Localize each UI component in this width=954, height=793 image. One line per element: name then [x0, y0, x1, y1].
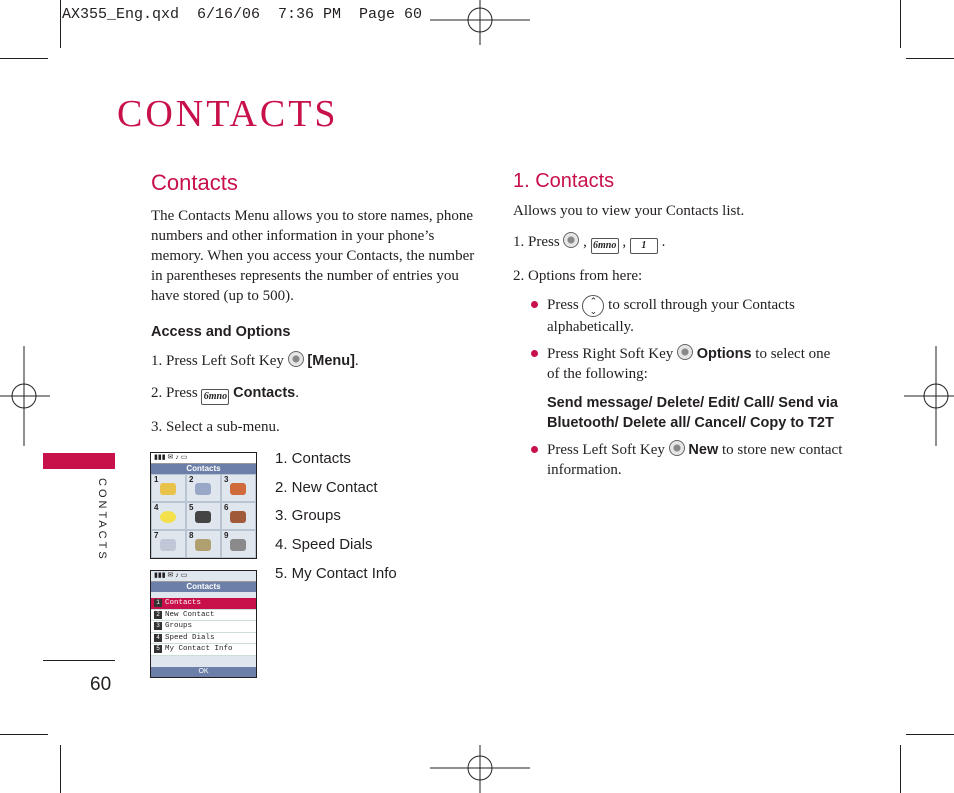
right-step-1: 1. Press , 6mno , 1 .: [513, 232, 843, 254]
menu-row: 5 My Contact Info: [151, 644, 256, 656]
submenu-item: 2. New Contact: [275, 478, 378, 496]
bullet-1: [547, 295, 843, 337]
screen-title: Contacts: [151, 582, 256, 592]
step-2-text: 2. Press: [151, 385, 198, 401]
grid-cell: 8: [186, 530, 221, 558]
status-bar: ▮▮▮ ✉ ♪ ▭: [151, 571, 256, 582]
options-line-2: Bluetooth/ Delete all/ Cancel/ Copy to T2T: [547, 415, 834, 431]
step-1-bold: [Menu]: [307, 353, 355, 369]
submenu-item: 5. My Contact Info: [275, 564, 397, 582]
registration-mark-bottom: [430, 745, 530, 793]
icon-grid: [151, 474, 256, 558]
side-tab-bar: [43, 453, 115, 469]
crop-mark: [906, 734, 954, 735]
right-column: [513, 170, 843, 480]
submenu-item: 3. Groups: [275, 507, 341, 525]
menu-row: 1 Contacts: [151, 598, 256, 610]
step-2: [151, 383, 481, 405]
grid-cell: 7: [151, 530, 186, 558]
bullet-2-pre: Press Right Soft Key: [547, 346, 674, 362]
step-3: 3. Select a sub-menu.: [151, 419, 280, 435]
side-tab-label: CONTACTS: [96, 478, 108, 562]
crop-mark: [60, 0, 61, 48]
page-rule: [43, 660, 115, 661]
registration-mark-right: [904, 346, 954, 446]
bullet-dot: [531, 350, 538, 357]
step-1-text: 1. Press Left Soft Key: [151, 353, 284, 369]
bullet-2: [547, 344, 843, 384]
grid-cell: 2: [186, 474, 221, 502]
left-column: [151, 170, 481, 437]
ok-key-icon: [563, 232, 579, 248]
submenu-item: 1. Contacts: [275, 450, 351, 467]
bullet-1-post: to scroll through your Contacts alphabetically.: [547, 297, 795, 335]
key-1-icon: 1: [630, 238, 658, 254]
crop-mark: [0, 734, 48, 735]
bullet-1-pre: Press: [547, 297, 579, 313]
options-list: [547, 393, 843, 433]
registration-mark-top: [430, 0, 530, 45]
options-line-1: Send message/ Delete/ Edit/ Call/ Send via: [547, 395, 838, 411]
grid-cell: 6: [221, 502, 256, 530]
bullet-3-pre: Press Left Soft Key: [547, 442, 665, 458]
status-bar: ▮▮▮ ✉ ♪ ▭: [151, 453, 256, 464]
grid-cell: 5: [186, 502, 221, 530]
softkey-bar: OK: [151, 667, 256, 677]
submenu-list: [275, 450, 397, 593]
step-1-period: .: [354, 353, 359, 369]
nav-key-icon: ⌃ ⌄: [582, 295, 604, 317]
step-2-period: .: [295, 385, 299, 401]
right-step-1-text: 1. Press: [513, 234, 560, 250]
grid-cell: 4: [151, 502, 186, 530]
submenu-item: 4. Speed Dials: [275, 536, 373, 554]
phone-screen-grid: [150, 452, 257, 559]
bullet-3-post: to store new contact information.: [547, 442, 843, 478]
left-heading: Contacts: [151, 170, 238, 195]
access-heading: Access and Options: [151, 324, 291, 340]
crop-mark: [60, 745, 61, 793]
key-6-icon: 6mno: [201, 389, 229, 405]
step-1: [151, 351, 481, 371]
menu-row: 4 Speed Dials: [151, 633, 256, 645]
grid-cell: 3: [221, 474, 256, 502]
crop-mark: [900, 745, 901, 793]
bullet-3-bold: New: [688, 442, 719, 458]
step-2-bold: Contacts: [233, 385, 296, 401]
right-intro: Allows you to view your Contacts list.: [513, 203, 745, 219]
crop-mark: [900, 0, 901, 48]
crop-mark: [906, 58, 954, 59]
bullet-dot: [531, 301, 538, 308]
right-step-2: 2. Options from here:: [513, 268, 643, 284]
key-6-icon: 6mno: [591, 238, 619, 254]
menu-list: [151, 598, 256, 656]
soft-key-icon: [677, 344, 693, 360]
soft-key-icon: [288, 351, 304, 367]
bullet-3: [547, 440, 843, 480]
menu-row: 3 Groups: [151, 621, 256, 633]
phone-screen-list: [150, 570, 257, 678]
print-slug: AX355_Eng.qxd 6/16/06 7:36 PM Page 60: [62, 6, 423, 23]
grid-cell: 9: [221, 530, 256, 558]
registration-mark-left: [0, 346, 50, 446]
menu-row: 2 New Contact: [151, 610, 256, 622]
screen-title: Contacts: [151, 464, 256, 474]
section-title: CONTACTS: [117, 93, 339, 135]
grid-cell: 1: [151, 474, 186, 502]
page-number: 60: [90, 674, 112, 695]
bullet-dot: [531, 446, 538, 453]
crop-mark: [0, 58, 48, 59]
bullet-2-bold: Options: [696, 346, 752, 362]
right-heading: 1. Contacts: [513, 170, 615, 192]
left-intro: The Contacts Menu allows you to store names, phone numbers and other information in your phone’s memory. When you access your Contacts, the number in parentheses represents the number of entries you have stored (up to 500).: [151, 208, 475, 304]
soft-key-icon: [669, 440, 685, 456]
bullet-2-post: to select one of the following:: [547, 346, 831, 382]
